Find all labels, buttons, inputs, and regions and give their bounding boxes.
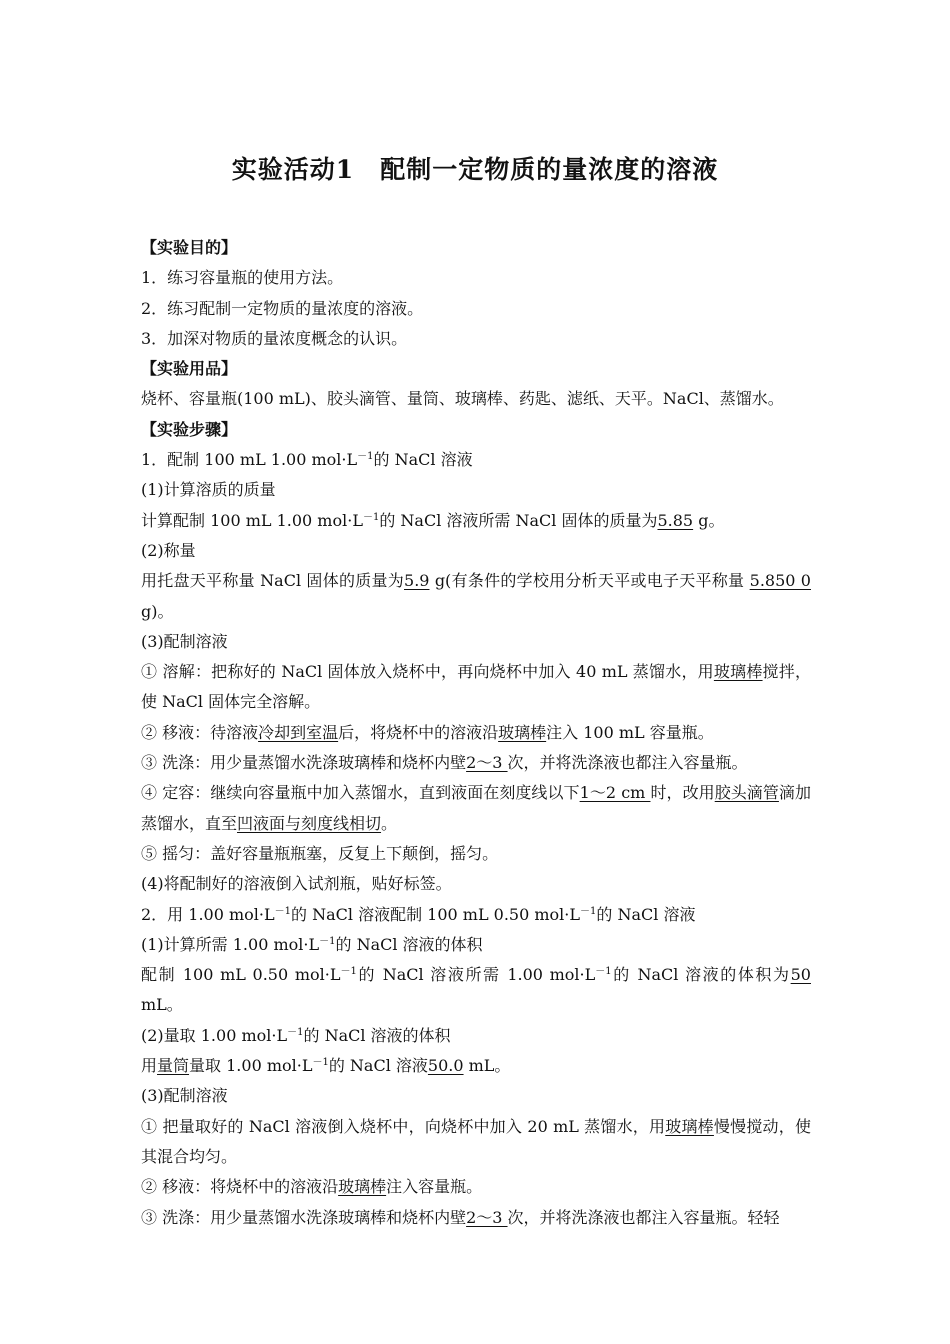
purpose-item: 1．练习容量瓶的使用方法。: [141, 268, 344, 288]
answer-blank: 玻璃棒: [713, 662, 763, 682]
answer-blank: 量筒: [157, 1056, 190, 1076]
materials-heading: 【实验用品】: [141, 359, 238, 379]
part2-dissolve: ① 把量取好的 NaCl 溶液倒入烧杯中，向烧杯中加入 20 mL 蒸馏水，用玻璃棒慢慢搅动，使其混合均匀。: [141, 1116, 811, 1166]
answer-blank: 玻璃棒: [338, 1177, 387, 1197]
answer-blank: 50: [790, 965, 811, 985]
part1-step1-text: 计算配制 100 mL 1.00 $mol\cdot L^{-1}$的 NaCl 溶液所需 NaCl 固体的质量为5.85 g。: [141, 510, 725, 530]
answer-blank: 5.850 0: [749, 571, 811, 591]
part2-step2-title: (2)量取 1.00 $mol\cdot L^{-1}$的 NaCl 溶液的体积: [141, 1025, 451, 1045]
page-title: 实验活动1 配制一定物质的量浓度的溶液: [231, 155, 719, 184]
purpose-item: 3．加深对物质的量浓度概念的认识。: [141, 328, 408, 348]
answer-blank: 玻璃棒: [498, 722, 547, 742]
answer-blank: 2～3: [466, 1207, 508, 1227]
answer-blank: 冷却到室温: [258, 722, 339, 742]
part1-wash: ③ 洗涤：用少量蒸馏水洗涤玻璃棒和烧杯内壁2～3 次，并将洗涤液也都注入容量瓶。: [141, 753, 748, 773]
part2-wash: ③ 洗涤：用少量蒸馏水洗涤玻璃棒和烧杯内壁2～3 次，并将洗涤液也都注入容量瓶。轻轻: [141, 1207, 780, 1227]
materials-text: 烧杯、容量瓶(100 mL)、胶头滴管、量筒、玻璃棒、药匙、滤纸、天平。NaCl、蒸馏水。: [141, 389, 784, 409]
part1-step2-title: (2)称量: [141, 540, 196, 560]
purpose-item: 2．练习配制一定物质的量浓度的溶液。: [141, 298, 424, 318]
purpose-heading: 【实验目的】: [141, 238, 238, 257]
answer-blank: 1～2 cm: [579, 783, 651, 803]
part2-step3-title: (3)配制溶液: [141, 1086, 228, 1106]
answer-blank: 胶头滴管: [714, 783, 779, 803]
part1-fix-volume: ④ 定容：继续向容量瓶中加入蒸馏水，直到液面在刻度线以下1～2 cm 时，改用胶头滴管滴加蒸馏水，直至凹液面与刻度线相切。: [141, 783, 811, 833]
answer-blank: 5.9: [404, 571, 430, 591]
document-body: [141, 233, 811, 1233]
answer-blank: 凹液面与刻度线相切: [237, 813, 382, 833]
part1-transfer: ② 移液：待溶液冷却到室温后，将烧杯中的溶液沿玻璃棒注入 100 mL 容量瓶。: [141, 722, 714, 742]
answer-blank: 50.0: [427, 1056, 464, 1076]
part1-title: 1．配制 100 mL 1.00 $mol\cdot L^{-1}$的 NaCl 溶液: [141, 450, 473, 470]
part2-step1-text: 配制 100 mL 0.50 $mol\cdot L^{-1}$的 NaCl 溶液所需 1.00 $mol\cdot L^{-1}$的 NaCl 溶液的体积为50 mL。: [141, 965, 811, 1015]
answer-blank: 5.85: [657, 510, 694, 530]
steps-heading: 【实验步骤】: [141, 419, 238, 439]
part1-step3-title: (3)配制溶液: [141, 631, 228, 651]
part2-transfer: ② 移液：将烧杯中的溶液沿玻璃棒注入容量瓶。: [141, 1177, 483, 1197]
part1-dissolve: ① 溶解：把称好的 NaCl 固体放入烧杯中，再向烧杯中加入 40 mL 蒸馏水，用玻璃棒搅拌，使 NaCl 固体完全溶解。: [141, 662, 811, 712]
part2-step1-title: (1)计算所需 1.00 $mol\cdot L^{-1}$的 NaCl 溶液的体积: [141, 934, 483, 954]
part1-step1-title: (1)计算溶质的质量: [141, 480, 276, 500]
part2-title: 2．用 1.00 $mol\cdot L^{-1}$的 NaCl 溶液配制 100 mL 0.50 $mol\cdot L^{-1}$的 NaCl 溶液: [141, 904, 696, 924]
part1-step4: (4)将配制好的溶液倒入试剂瓶，贴好标签。: [141, 874, 452, 894]
part1-step2-text: 用托盘天平称量 NaCl 固体的质量为5.9 g(有条件的学校用分析天平或电子天平称量 5.850 0 g)。: [141, 571, 811, 621]
part1-shake: ⑤ 摇匀：盖好容量瓶瓶塞，反复上下颠倒，摇匀。: [141, 843, 499, 863]
answer-blank: 玻璃棒: [665, 1116, 714, 1136]
part2-step2-text: 用量筒量取 1.00 $mol\cdot L^{-1}$的 NaCl 溶液50.0 mL。: [141, 1056, 511, 1076]
answer-blank: 2～3: [466, 753, 508, 773]
